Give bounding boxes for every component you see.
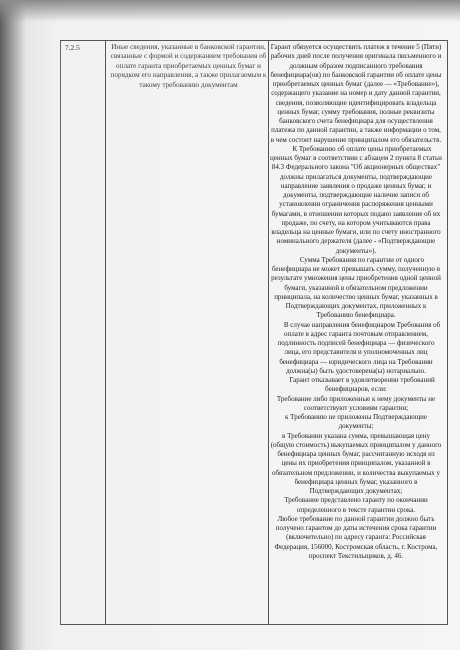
- paragraph: Гарант отказывает в удовлетворении требований бенефициаров, если:: [289, 376, 435, 394]
- column-divider: [105, 41, 106, 624]
- scan-shadow: [0, 0, 460, 22]
- row-number: 7.2.5: [65, 43, 80, 52]
- row-description: Иные сведения, указанные в банковской гарантии, связанные с формой и содержанием требования об оплате гаранта приобретаемых ценных бумаг и порядком его направления, а также прилагаемым к такому требованию документам: [110, 43, 267, 89]
- table-row: [60, 40, 448, 625]
- paragraph: Гарант обязуется осуществить платеж в течение 5 (Пяти) рабочих дней после получения оригинала письменного и должным образом подписанного требования бенефициара(ов) по банковской гарантии об оплате цены приобретаемых ценных бумаг (далее — «Требование»), содержащего указание на номер и дату данной гарантии, сведения, позволяющие идентифицировать владельца ценных бумаг, сумму требования, полные реквизиты банковского счета бенефициара для осуществления платежа по данной гарантии, а также информации о том, в чем состоит нарушение принципалом его обязательств.: [270, 43, 442, 144]
- paragraph: К Требованию об оплате цены приобретаемых ценных бумаг в соответствии с абзацем 2 пункта 8 статьи 84.3 Федерального закона "Об акционерных обществах" должны прилагаться документы, подтверждающие направление заявления о продаже ценных бумаг, и документы, подтверждающие наличие записи об установлении ограничения распоряжения ценными бумагами, в отношении которых подано заявление об их продаже, по счету, на котором учитываются права владельца на ценные бумаги, или по счету иностранного номинального держателя (далее - «Подтверждающие документы»).: [270, 144, 442, 255]
- row-details: [270, 43, 442, 561]
- paragraph: Любое требование по данной гарантии должно быть получено гарантом до даты истечения срока гарантии (включительно) по адресу гаранта: Российская Федерация, 156000, Костромская область, г. Кострома, проспект Текстильщиков, д. 46.: [274, 514, 438, 560]
- paragraph: к Требованию не приложены Подтверждающие документы;: [285, 413, 427, 431]
- paragraph: Требование представлено гаранту по окончании определенного в тексте гарантии срока.: [284, 496, 428, 514]
- paragraph: В случае направления бенефициаром Требования об оплате в адрес гаранта почтовым отправлением, подлинность подписей бенефициара — физического лица, его представителя и уполномоченных лиц бенефициара — юридического лица на Требовании должна(ы) быть удостоверена(ы) нотариально.: [277, 320, 441, 375]
- paragraph: Требование либо приложенные к нему документы не соответствуют условиям гарантии;: [276, 394, 436, 412]
- column-divider: [268, 41, 269, 624]
- paragraph: Сумма Требования по гарантии от одного бенефициара не может превышать сумму, полученную в результате умножения цены приобретения одной ценной бумаги, указанной в обязательном предложении принципала, на количество ценных бумаг, указанных в Подтверждающих документах, приложенных к Требованию бенефициара.: [271, 255, 441, 320]
- paragraph: в Требовании указана сумма, превышающая цену (общую стоимость) выкупаемых принципалом у данного бенефициара ценных бумаг, рассчитанную исходя из цены их приобретения принципалом, указанной в обязательном предложении, и количества выкупаемых у бенефициара ценных бумаг, указанного в Подтверждающих документах;: [270, 431, 442, 495]
